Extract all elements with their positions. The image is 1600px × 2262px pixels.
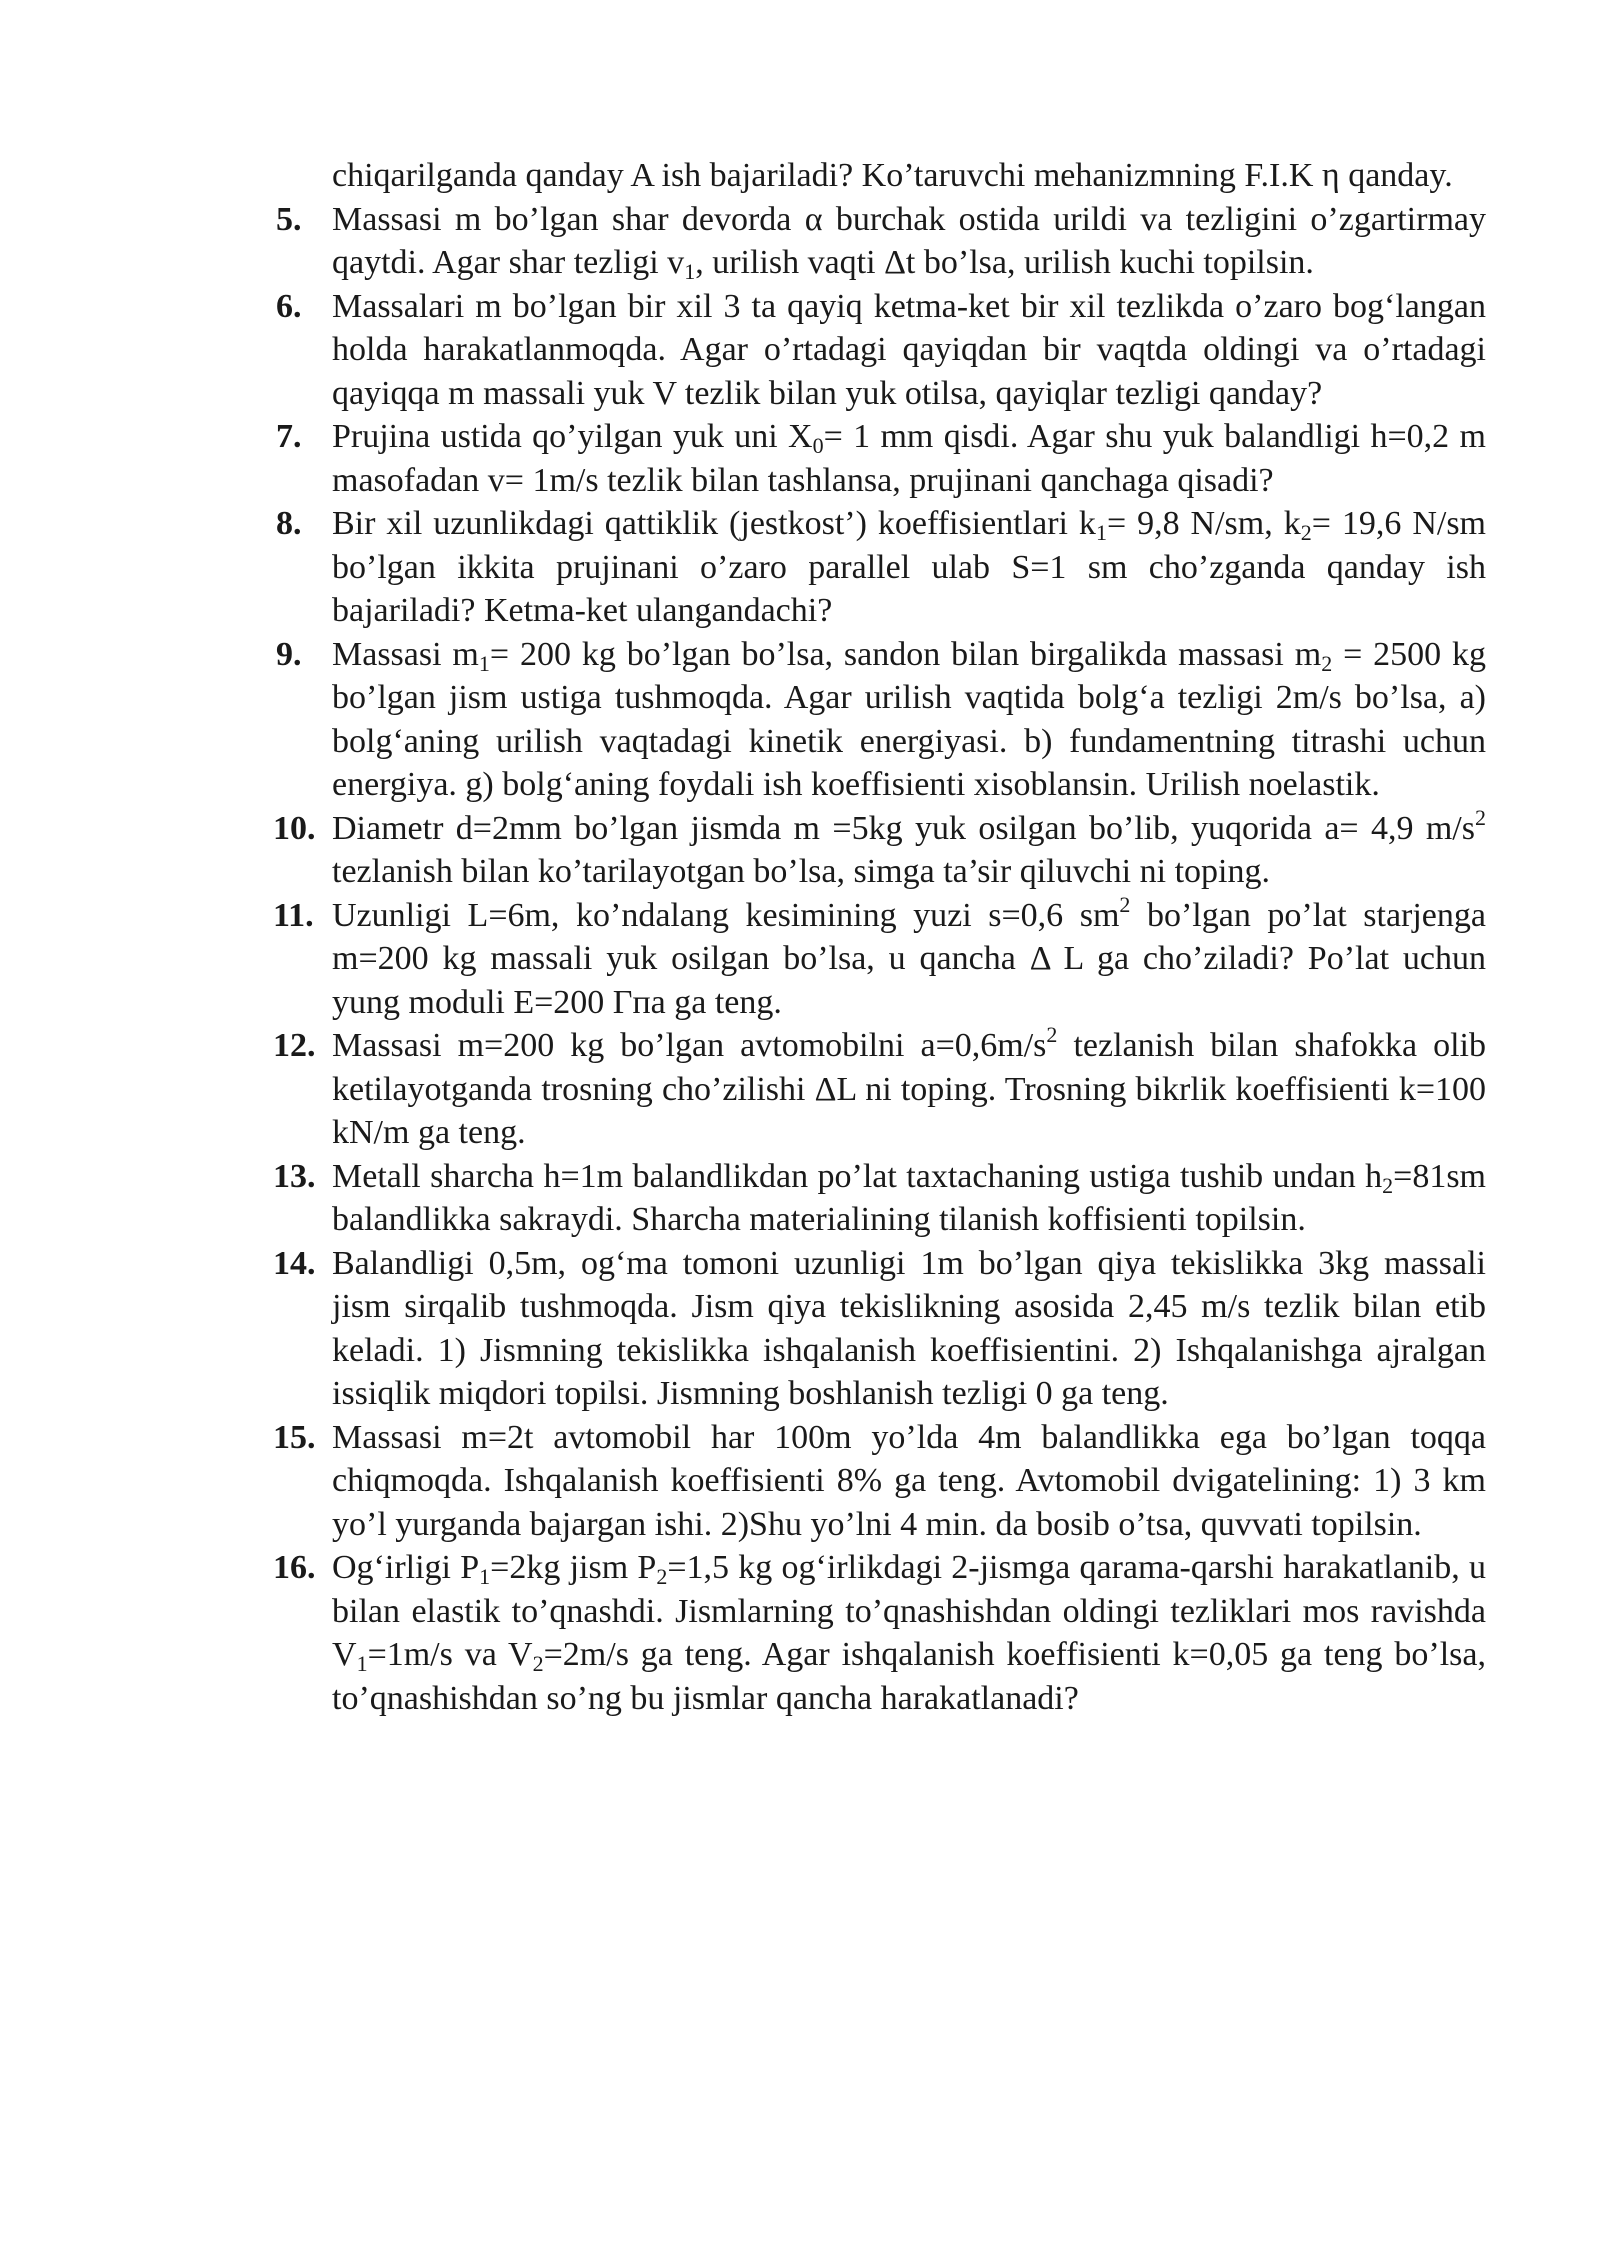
problem-number: 16.: [273, 1549, 316, 1586]
problem-9: [276, 633, 1486, 807]
problem-text: Massasi $m_1= 200$ kg bo’lgan bo’lsa, sandon bilan birgalikda massasi $m_2 = 2500$ kg bo’lgan jism ustiga tushmoqda. Agar urilish vaqtida bolg‘a tezligi 2m/s bo’lsa, a) bolg‘aning urilish vaqtadagi kinetik energiyasi. b) fundamentning titrashi uchun energiya. g) bolg‘aning foydali ish koeffisienti xisoblansin. Urilish noelastik.: [332, 635, 1487, 803]
problem-8: [276, 502, 1486, 633]
problem-14: [273, 1242, 1486, 1416]
problem-text: Massalari m bo’lgan bir xil 3 ta qayiq ketma-ket bir xil tezlikda o’zaro bog‘langan holda harakatlanmoqda. Agar o’rtadagi qayiqdan bir vaqtda oldingi va o’rtadagi qayiqqa m massali yuk V tezlik bilan yuk otilsa, qayiqlar tezligi qanday?: [332, 287, 1486, 412]
problem-15: [273, 1416, 1486, 1547]
problem-16: [273, 1546, 1486, 1720]
problem-number: 14.: [273, 1244, 316, 1282]
problem-11: [273, 891, 1486, 1025]
problem-13: [273, 1155, 1486, 1242]
problem-text: Balandligi 0,5m, og‘ma tomoni uzunligi 1m bo’lgan qiya tekislikka 3kg massali jism sirqalib tushmoqda. Jism qiya tekislikning asosida 2,45 m/s tezlik bilan etib keladi. 1) Jismning tekislikka ishqalanish koeffisientini. 2) Ishqalanishga ajralgan issiqlik miqdori topilsi. Jismning boshlanish tezligi 0 ga teng.: [332, 1244, 1486, 1412]
problem-12: [273, 1022, 1486, 1155]
problem-text: Diametr d=2mm bo’lgan jismda m =5kg yuk osilgan bo’lib, yuqorida a= 4,9 $m/s^2$ tezlanish bilan ko’tarilayotgan bo’lsa, simga ta’sir qiluvchi ni toping.: [332, 804, 1486, 890]
problem-10: [273, 804, 1486, 894]
problem-number: 13.: [273, 1157, 316, 1195]
problem-text: Og‘irligi $P_1=2kg$ jism $P_2=1,5$ kg og‘irlikdagi 2-jismga qarama-qarshi harakatlanib, u bilan elastik to’qnashdi. Jismlarning to’qnashishdan oldingi tezliklari mos ravishda $V_1=1m/s$ va $V_2=2m/s$ ga teng. Agar ishqalanish koeffisienti k=0,05 ga teng bo’lsa, to’qnashishdan so’ng bu jismlar qancha harakatlanadi?: [332, 1549, 1486, 1717]
problem-number: 15.: [273, 1418, 316, 1456]
problem-number: 11.: [273, 896, 314, 934]
problem-number: 10.: [273, 809, 316, 847]
problem-number: 7.: [276, 418, 302, 455]
problem-4-continuation: [276, 154, 1486, 198]
problem-text: Massasi m=200 kg bo’lgan avtomobilni $a=0,6m/s^2$ tezlanish bilan shafokka olib ketilayotganda trosning cho’zilishi ΔL ni toping. Trosning bikrlik koeffisienti k=100 kN/m ga teng.: [332, 1022, 1486, 1151]
problem-number: 9.: [276, 635, 302, 673]
problem-text: chiqarilganda qanday A ish bajariladi? Ko’taruvchi mehanizmning F.I.K η qanday.: [332, 157, 1453, 194]
problem-text: Massasi m=2t avtomobil har 100m yo’lda 4m balandlikka ega bo’lgan toqqa chiqmoqda. Ishqalanish koeffisienti 8% ga teng. Avtomobil dvigatelining: 1) 3 km yo’l yurganda bajargan ishi. 2)Shu yo’lni 4 min. da bosib o’tsa, quvvati topilsin.: [332, 1418, 1486, 1543]
problem-number: 8.: [276, 505, 302, 542]
problem-text: Prujina ustida qo’yilgan yuk uni $X_0= 1$ mm qisdi. Agar shu yuk balandligi h=0,2 m masofadan v= 1m/s tezlik bilan tashlansa, prujinani qanchaga qisadi?: [332, 418, 1486, 499]
problem-6: [276, 285, 1486, 416]
problem-text: Massasi m bo’lgan shar devorda α burchak ostida urildi va tezligini o’zgartirmay qaytdi. Agar shar tezligi $v_1$, urilish vaqti Δt bo’lsa, urilish kuchi topilsin.: [332, 200, 1486, 284]
problem-text: Metall sharcha h=1m balandlikdan po’lat taxtachaning ustiga tushib undan $h_2=81sm$ balandlikka sakraydi. Sharcha materialining tilanish koffisienti topilsin.: [332, 1157, 1486, 1238]
problem-7: [276, 415, 1486, 502]
problem-text: Bir xil uzunlikdagi qattiklik (jestkost’) koeffisientlari $k_1= 9,8$ N/sm, $k_2= 19,6$ N/sm bo’lgan ikkita prujinani o’zaro parallel ulab S=1 sm cho’zganda qanday ish bajariladi? Ketma-ket ulangandachi?: [332, 505, 1486, 629]
problem-5: [276, 198, 1486, 285]
problem-text: Uzunligi L=6m, ko’ndalang kesimining yuzi s=0,6 $sm^2$ bo’lgan po’lat starjenga m=200 kg massali yuk osilgan bo’lsa, u qancha Δ L ga cho’ziladi? Po’lat uchun yung moduli E=200 Гпа ga teng.: [332, 891, 1486, 1021]
problem-number: 5.: [276, 200, 302, 238]
problem-number: 6.: [276, 287, 302, 325]
problem-number: 12.: [273, 1027, 316, 1064]
problem-list: [273, 154, 1487, 1720]
